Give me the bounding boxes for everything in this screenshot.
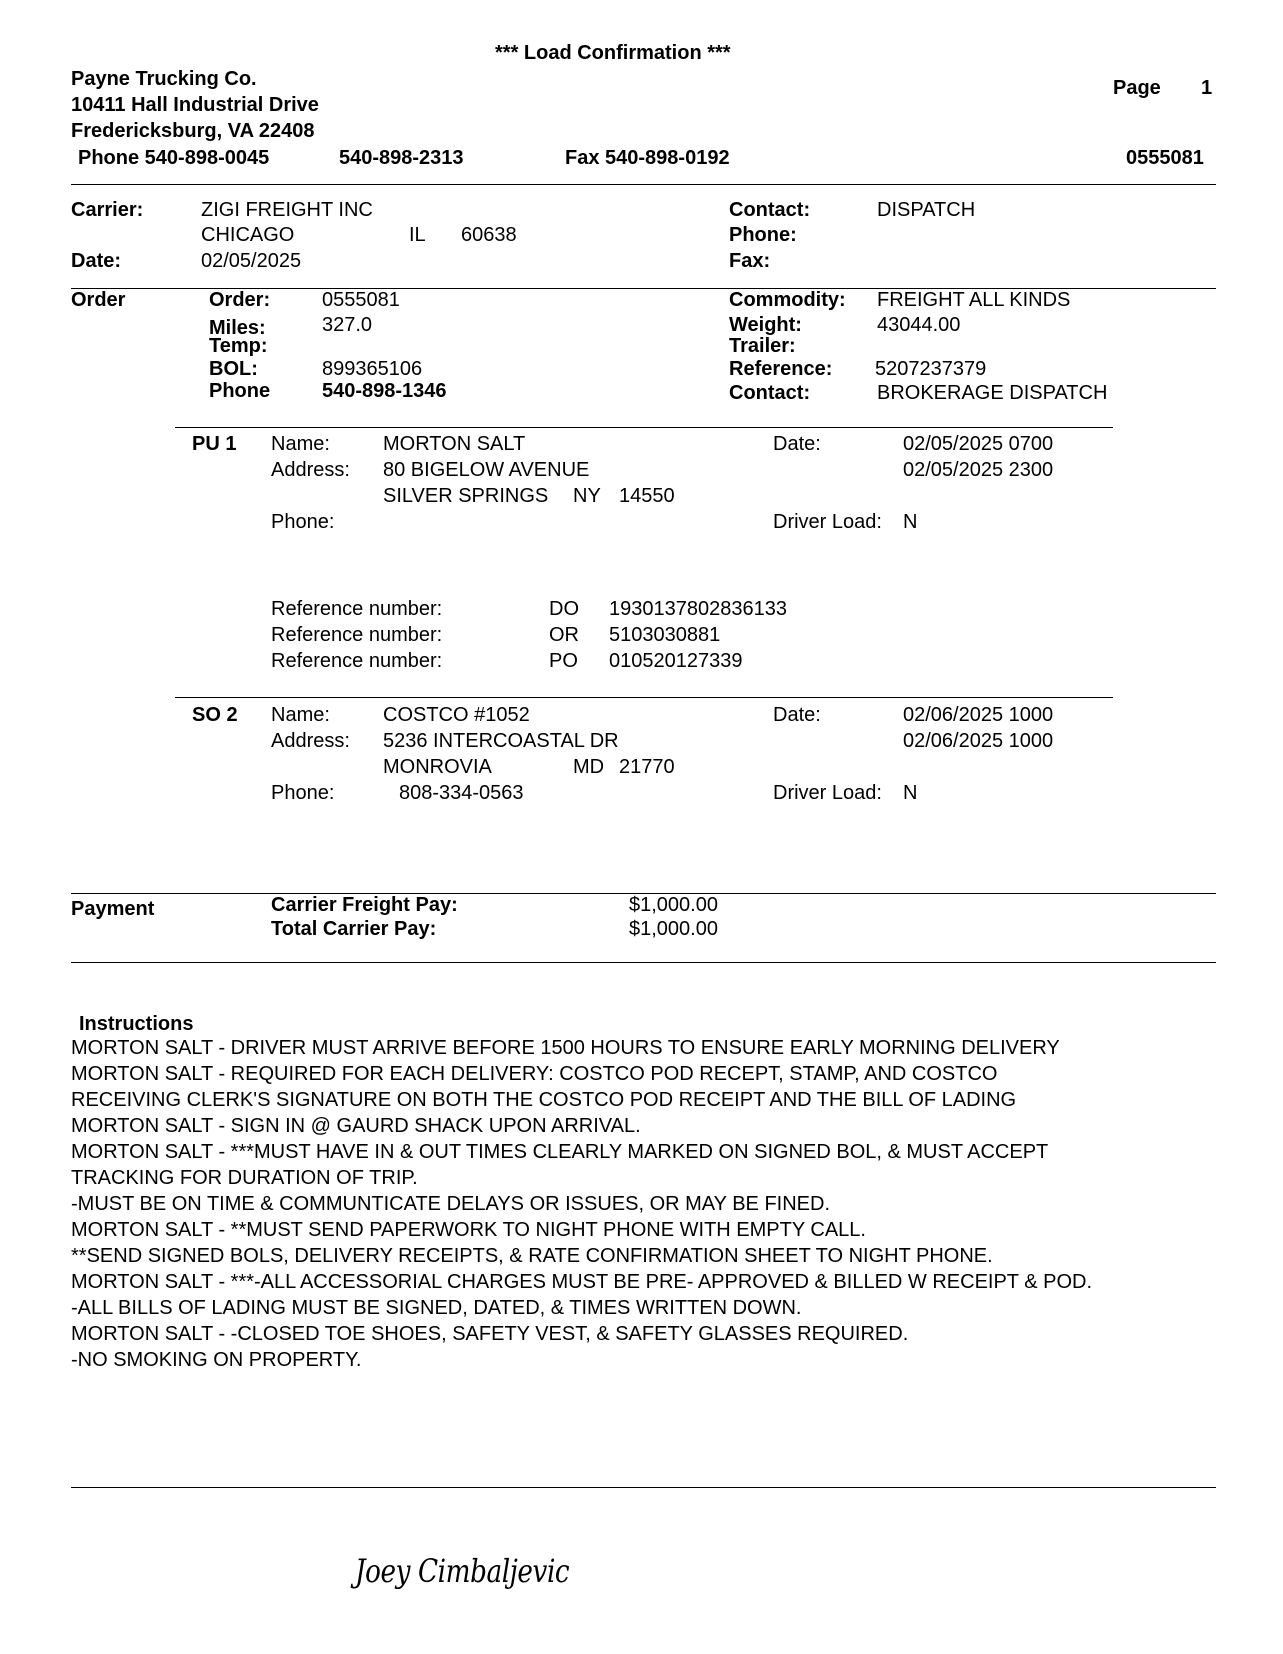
stop-2-date-label: Date: — [773, 704, 821, 726]
company-phone2: 540-898-2313 — [339, 147, 464, 169]
bol-value: 899365106 — [322, 358, 423, 380]
company-phone: Phone 540-898-0045 — [78, 147, 270, 169]
instruction-line: MORTON SALT - DRIVER MUST ARRIVE BEFORE 1500 HOURS TO ENSURE EARLY MORNING DELIVERY — [71, 1037, 1060, 1059]
company-fax: Fax 540-898-0192 — [565, 147, 730, 169]
stop-1-phone-label: Phone: — [271, 511, 335, 533]
handwritten-signature: Joey Cimbaljevic — [355, 1552, 570, 1590]
instruction-line: MORTON SALT - SIGN IN @ GAURD SHACK UPON ARRIVAL. — [71, 1115, 641, 1137]
instruction-line: MORTON SALT - **MUST SEND PAPERWORK TO NIGHT PHONE WITH EMPTY CALL. — [71, 1219, 866, 1241]
stop-2-date-2: 02/06/2025 1000 — [903, 730, 1054, 752]
instructions-title: Instructions — [79, 1013, 194, 1035]
document-number: 0555081 — [1126, 147, 1204, 169]
carrier-contact: DISPATCH — [877, 199, 976, 221]
carrier-contact-label: Contact: — [729, 199, 811, 221]
stop-1-date-label: Date: — [773, 433, 821, 455]
reference-label: Reference: — [729, 358, 833, 380]
stop-1-zip: 14550 — [619, 485, 675, 507]
stop-2-date-1: 02/06/2025 1000 — [903, 704, 1054, 726]
instructions-body — [71, 1035, 1251, 1373]
stop-1-ref-value-2: 5103030881 — [609, 624, 721, 646]
stop-1-ref-label-3: Reference number: — [271, 650, 443, 672]
order-number: 0555081 — [322, 289, 400, 311]
stop-2-city: MONROVIA — [383, 756, 492, 778]
total-pay-value: $1,000.00 — [629, 918, 718, 940]
instruction-line: MORTON SALT - ***-ALL ACCESSORIAL CHARGES MUST BE PRE- APPROVED & BILLED W RECEIPT & POD. — [71, 1271, 1093, 1293]
stop-2-name-label: Name: — [271, 704, 330, 726]
instruction-line: MORTON SALT - -CLOSED TOE SHOES, SAFETY VEST, & SAFETY GLASSES REQUIRED. — [71, 1323, 909, 1345]
instruction-line: MORTON SALT - ***MUST HAVE IN & OUT TIMES CLEARLY MARKED ON SIGNED BOL, & MUST ACCEPT — [71, 1141, 1049, 1163]
trailer-label: Trailer: — [729, 335, 796, 357]
stop-1-driver-load-label: Driver Load: — [773, 511, 882, 533]
order-section-label: Order — [71, 289, 126, 311]
stop-1-ref-value-3: 010520127339 — [609, 650, 743, 672]
payment-section-label: Payment — [71, 898, 155, 920]
carrier-fax-label: Fax: — [729, 250, 771, 272]
stop-1-name: MORTON SALT — [383, 433, 526, 455]
order-number-label: Order: — [209, 289, 271, 311]
carrier-state: IL — [409, 224, 426, 246]
carrier-date-label: Date: — [71, 250, 122, 272]
payment-divider-bottom — [71, 962, 1216, 963]
commodity-value: FREIGHT ALL KINDS — [877, 289, 1071, 311]
stop-2-driver-load: N — [903, 782, 918, 804]
page-label: Page — [1113, 77, 1161, 99]
carrier-zip: 60638 — [461, 224, 517, 246]
miles-value: 327.0 — [322, 314, 373, 336]
weight-value: 43044.00 — [877, 314, 961, 336]
instruction-line: RECEIVING CLERK'S SIGNATURE ON BOTH THE COSTCO POD RECEIPT AND THE BILL OF LADING — [71, 1089, 1017, 1111]
instruction-line: -ALL BILLS OF LADING MUST BE SIGNED, DATED, & TIMES WRITTEN DOWN. — [71, 1297, 802, 1319]
instruction-line: -NO SMOKING ON PROPERTY. — [71, 1349, 362, 1371]
stop-1-ref-value-1: 1930137802836133 — [609, 598, 787, 620]
carrier-label: Carrier: — [71, 199, 144, 221]
stop-1-date-1: 02/05/2025 0700 — [903, 433, 1054, 455]
stop-2-phone: 808-334-0563 — [399, 782, 524, 804]
stop-2-name: COSTCO #1052 — [383, 704, 530, 726]
stop-2-state: MD — [573, 756, 605, 778]
temp-label: Temp: — [209, 335, 268, 357]
stop-2-phone-label: Phone: — [271, 782, 335, 804]
stop-1-driver-load: N — [903, 511, 918, 533]
instruction-line: -MUST BE ON TIME & COMMUNTICATE DELAYS OR ISSUES, OR MAY BE FINED. — [71, 1193, 830, 1215]
carrier-phone-label: Phone: — [729, 224, 797, 246]
stop-1-ref-type-3: PO — [549, 650, 578, 672]
stop-1-ref-label-1: Reference number: — [271, 598, 443, 620]
stop-1-name-label: Name: — [271, 433, 330, 455]
bol-label: BOL: — [209, 358, 258, 380]
stop-1-state: NY — [573, 485, 601, 507]
order-contact-label: Contact: — [729, 382, 811, 404]
signature-divider — [71, 1487, 1216, 1488]
stop-2-street: 5236 INTERCOASTAL DR — [383, 730, 619, 752]
document-title: *** Load Confirmation *** — [495, 42, 731, 64]
stop-1-city: SILVER SPRINGS — [383, 485, 549, 507]
stop-1-ref-label-2: Reference number: — [271, 624, 443, 646]
total-pay-label: Total Carrier Pay: — [271, 918, 437, 940]
instruction-line: **SEND SIGNED BOLS, DELIVERY RECEIPTS, & RATE CONFIRMATION SHEET TO NIGHT PHONE. — [71, 1245, 993, 1267]
page-number: 1 — [1201, 77, 1213, 99]
commodity-label: Commodity: — [729, 289, 846, 311]
weight-label: Weight: — [729, 314, 802, 336]
carrier-name: ZIGI FREIGHT INC — [201, 199, 373, 221]
stop-2-address-label: Address: — [271, 730, 350, 752]
stop-2-zip: 21770 — [619, 756, 675, 778]
stop-1-street: 80 BIGELOW AVENUE — [383, 459, 590, 481]
stop-2-code: SO 2 — [192, 704, 238, 726]
miles-label: Miles: — [209, 317, 266, 339]
freight-pay-value: $1,000.00 — [629, 894, 718, 916]
stop-divider-2 — [175, 697, 1113, 698]
stop-1-code: PU 1 — [192, 433, 237, 455]
carrier-date: 02/05/2025 — [201, 250, 302, 272]
company-address-line1: 10411 Hall Industrial Drive — [71, 94, 319, 116]
carrier-city: CHICAGO — [201, 224, 295, 246]
company-name: Payne Trucking Co. — [71, 68, 257, 90]
stop-1-date-2: 02/05/2025 2300 — [903, 459, 1054, 481]
stop-1-address-label: Address: — [271, 459, 350, 481]
instruction-line: TRACKING FOR DURATION OF TRIP. — [71, 1167, 418, 1189]
instruction-line: MORTON SALT - REQUIRED FOR EACH DELIVERY: COSTCO POD RECEPT, STAMP, AND COSTCO — [71, 1063, 998, 1085]
freight-pay-label: Carrier Freight Pay: — [271, 894, 458, 916]
order-phone-label: Phone — [209, 380, 271, 402]
header-divider — [71, 184, 1216, 185]
stop-divider-1 — [175, 427, 1113, 428]
company-address-line2: Fredericksburg, VA 22408 — [71, 120, 315, 142]
order-contact: BROKERAGE DISPATCH — [877, 382, 1108, 404]
reference-value: 5207237379 — [875, 358, 987, 380]
stop-1-ref-type-1: DO — [549, 598, 579, 620]
order-phone: 540-898-1346 — [322, 380, 447, 402]
stop-1-ref-type-2: OR — [549, 624, 579, 646]
stop-2-driver-load-label: Driver Load: — [773, 782, 882, 804]
